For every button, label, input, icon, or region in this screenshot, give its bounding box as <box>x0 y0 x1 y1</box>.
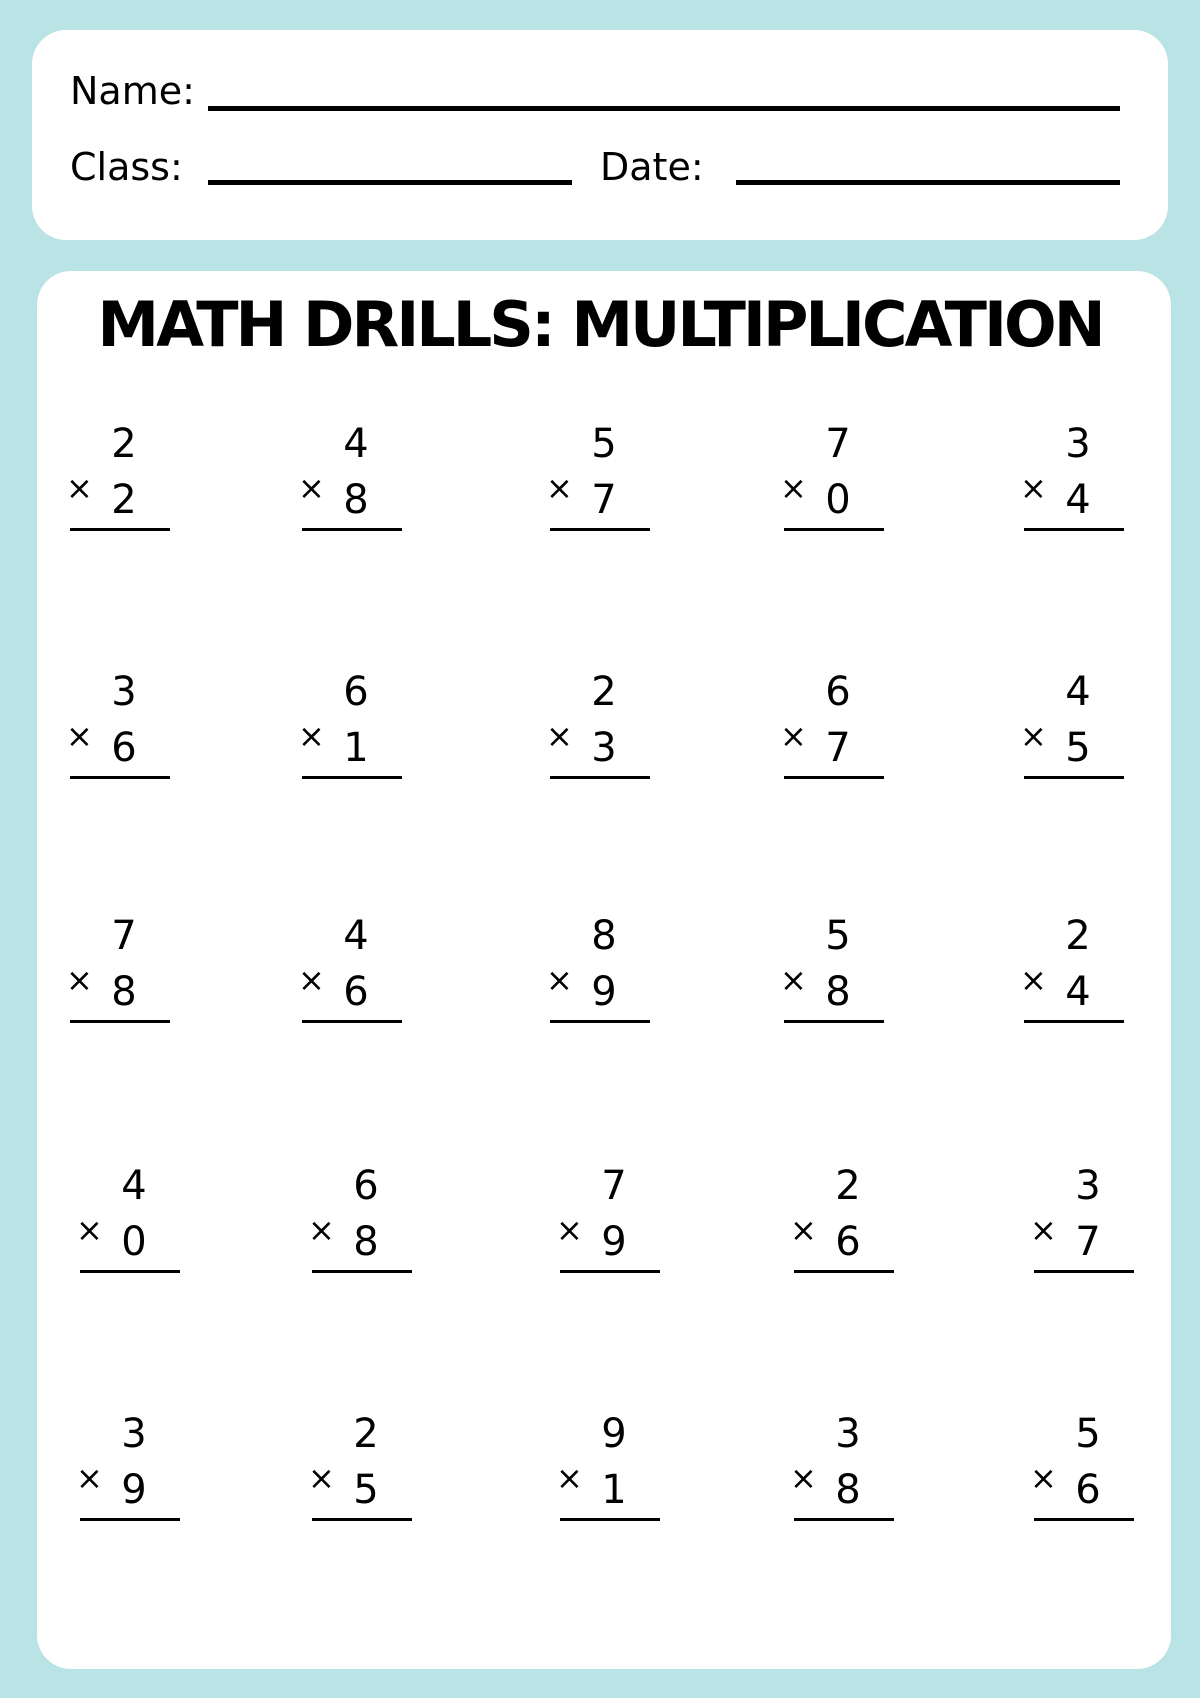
times-sign: × <box>66 469 93 507</box>
multiplicand: 7 <box>111 913 137 959</box>
multiplier: 9 <box>591 969 617 1015</box>
times-sign: × <box>76 1211 103 1249</box>
multiplier: 3 <box>591 725 617 771</box>
multiplication-problem <box>546 912 650 1022</box>
multiplier: 6 <box>1075 1467 1101 1513</box>
multiplication-problem <box>1030 1162 1134 1272</box>
answer-line[interactable] <box>1024 528 1124 531</box>
student-info-card <box>32 30 1168 240</box>
answer-line[interactable] <box>784 776 884 779</box>
answer-line[interactable] <box>1024 1020 1124 1023</box>
answer-line[interactable] <box>550 1020 650 1023</box>
multiplier: 8 <box>111 969 137 1015</box>
multiplier: 7 <box>1075 1219 1101 1265</box>
multiplicand: 3 <box>111 669 137 715</box>
multiplication-problem <box>1030 1410 1134 1520</box>
multiplier: 8 <box>835 1467 861 1513</box>
multiplicand: 4 <box>343 421 369 467</box>
times-sign: × <box>66 717 93 755</box>
times-sign: × <box>790 1211 817 1249</box>
times-sign: × <box>1030 1459 1057 1497</box>
multiplicand: 2 <box>591 669 617 715</box>
answer-line[interactable] <box>550 528 650 531</box>
multiplicand: 3 <box>1075 1163 1101 1209</box>
times-sign: × <box>308 1459 335 1497</box>
multiplicand: 6 <box>343 669 369 715</box>
multiplier: 4 <box>1065 477 1091 523</box>
class-field[interactable] <box>208 180 572 185</box>
times-sign: × <box>546 469 573 507</box>
multiplication-problem <box>66 420 170 530</box>
answer-line[interactable] <box>1024 776 1124 779</box>
answer-line[interactable] <box>302 776 402 779</box>
multiplicand: 5 <box>825 913 851 959</box>
answer-line[interactable] <box>312 1518 412 1521</box>
multiplicand: 6 <box>353 1163 379 1209</box>
answer-line[interactable] <box>794 1518 894 1521</box>
multiplicand: 5 <box>591 421 617 467</box>
multiplier: 2 <box>111 477 137 523</box>
multiplicand: 4 <box>121 1163 147 1209</box>
times-sign: × <box>1030 1211 1057 1249</box>
answer-line[interactable] <box>784 528 884 531</box>
multiplier: 1 <box>343 725 369 771</box>
multiplier: 9 <box>121 1467 147 1513</box>
answer-line[interactable] <box>302 1020 402 1023</box>
times-sign: × <box>298 961 325 999</box>
times-sign: × <box>308 1211 335 1249</box>
multiplicand: 8 <box>591 913 617 959</box>
times-sign: × <box>546 717 573 755</box>
multiplication-problem <box>1020 668 1124 778</box>
multiplier: 6 <box>111 725 137 771</box>
answer-line[interactable] <box>70 776 170 779</box>
multiplier: 1 <box>601 1467 627 1513</box>
answer-line[interactable] <box>70 1020 170 1023</box>
multiplication-problem <box>308 1162 412 1272</box>
multiplier: 5 <box>1065 725 1091 771</box>
answer-line[interactable] <box>560 1518 660 1521</box>
multiplier: 6 <box>343 969 369 1015</box>
name-label: Name: <box>70 69 195 113</box>
times-sign: × <box>780 717 807 755</box>
answer-line[interactable] <box>560 1270 660 1273</box>
multiplicand: 5 <box>1075 1411 1101 1457</box>
multiplication-problem <box>556 1410 660 1520</box>
multiplier: 5 <box>353 1467 379 1513</box>
multiplicand: 7 <box>825 421 851 467</box>
multiplication-problem <box>780 668 884 778</box>
multiplicand: 3 <box>121 1411 147 1457</box>
multiplication-problem <box>66 668 170 778</box>
multiplier: 8 <box>343 477 369 523</box>
multiplicand: 2 <box>835 1163 861 1209</box>
multiplication-problem <box>790 1410 894 1520</box>
multiplier: 7 <box>825 725 851 771</box>
date-field[interactable] <box>736 180 1120 185</box>
answer-line[interactable] <box>784 1020 884 1023</box>
multiplication-problem <box>76 1410 180 1520</box>
multiplicand: 2 <box>353 1411 379 1457</box>
answer-line[interactable] <box>302 528 402 531</box>
multiplier: 4 <box>1065 969 1091 1015</box>
multiplicand: 4 <box>343 913 369 959</box>
multiplication-problem <box>780 420 884 530</box>
multiplication-problem <box>790 1162 894 1272</box>
multiplier: 8 <box>825 969 851 1015</box>
multiplication-problem <box>308 1410 412 1520</box>
multiplicand: 9 <box>601 1411 627 1457</box>
answer-line[interactable] <box>70 528 170 531</box>
times-sign: × <box>1020 717 1047 755</box>
times-sign: × <box>780 961 807 999</box>
multiplicand: 3 <box>1065 421 1091 467</box>
times-sign: × <box>780 469 807 507</box>
times-sign: × <box>1020 961 1047 999</box>
times-sign: × <box>546 961 573 999</box>
multiplication-problem <box>780 912 884 1022</box>
multiplier: 7 <box>591 477 617 523</box>
times-sign: × <box>1020 469 1047 507</box>
answer-line[interactable] <box>80 1518 180 1521</box>
multiplication-problem <box>1020 912 1124 1022</box>
multiplicand: 3 <box>835 1411 861 1457</box>
name-field[interactable] <box>208 106 1120 111</box>
times-sign: × <box>556 1211 583 1249</box>
multiplier: 8 <box>353 1219 379 1265</box>
answer-line[interactable] <box>550 776 650 779</box>
multiplication-problem <box>546 420 650 530</box>
multiplication-problem <box>298 420 402 530</box>
times-sign: × <box>66 961 93 999</box>
multiplication-problem <box>66 912 170 1022</box>
multiplication-problem <box>1020 420 1124 530</box>
times-sign: × <box>76 1459 103 1497</box>
multiplicand: 7 <box>601 1163 627 1209</box>
page-title: MATH DRILLS: MULTIPLICATION <box>97 288 1103 361</box>
times-sign: × <box>790 1459 817 1497</box>
times-sign: × <box>556 1459 583 1497</box>
multiplication-problem <box>298 912 402 1022</box>
multiplicand: 6 <box>825 669 851 715</box>
times-sign: × <box>298 717 325 755</box>
multiplicand: 2 <box>1065 913 1091 959</box>
answer-line[interactable] <box>1034 1518 1134 1521</box>
multiplication-problem <box>298 668 402 778</box>
answer-line[interactable] <box>312 1270 412 1273</box>
multiplication-problem <box>546 668 650 778</box>
multiplicand: 2 <box>111 421 137 467</box>
answer-line[interactable] <box>80 1270 180 1273</box>
multiplier: 9 <box>601 1219 627 1265</box>
class-label: Class: <box>70 145 183 189</box>
answer-line[interactable] <box>1034 1270 1134 1273</box>
multiplication-problem <box>556 1162 660 1272</box>
multiplicand: 4 <box>1065 669 1091 715</box>
times-sign: × <box>298 469 325 507</box>
answer-line[interactable] <box>794 1270 894 1273</box>
date-label: Date: <box>600 145 704 189</box>
multiplier: 0 <box>825 477 851 523</box>
multiplication-problem <box>76 1162 180 1272</box>
multiplier: 6 <box>835 1219 861 1265</box>
multiplier: 0 <box>121 1219 147 1265</box>
